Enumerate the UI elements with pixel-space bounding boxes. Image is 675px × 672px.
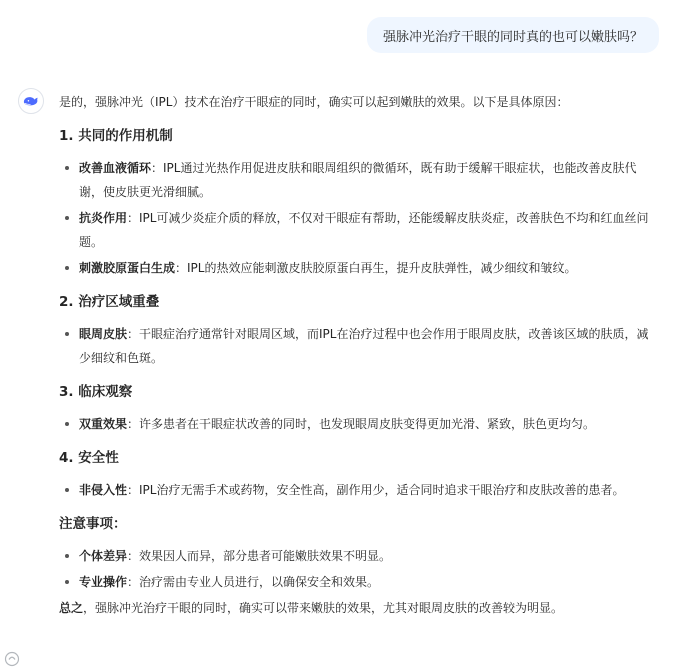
whale-logo-icon bbox=[22, 92, 40, 110]
list-item-text: ：治疗需由专业人员进行，以确保安全和效果。 bbox=[127, 575, 380, 589]
list-item-term: 改善血液循环 bbox=[79, 161, 152, 175]
list-item bbox=[59, 156, 659, 204]
user-message-text: 强脉冲光治疗干眼的同时真的也可以嫩肤吗？ bbox=[382, 29, 643, 45]
list-item bbox=[59, 256, 659, 280]
conclusion-text: ，强脉冲光治疗干眼的同时，确实可以带来嫩肤的效果，尤其对眼周皮肤的改善较为明显。 bbox=[83, 601, 564, 615]
answer-conclusion bbox=[59, 596, 659, 620]
assistant-answer bbox=[59, 90, 659, 620]
list-safety bbox=[59, 478, 659, 502]
list-item-text: ：IPL的热效应能刺激皮肤胶原蛋白再生，提升皮肤弹性，减少细纹和皱纹。 bbox=[175, 261, 577, 275]
list-item-term: 抗炎作用 bbox=[79, 211, 128, 225]
section-heading-safety: 4. 安全性 bbox=[59, 450, 119, 466]
list-item bbox=[59, 478, 659, 502]
list-item bbox=[59, 570, 659, 594]
list-item bbox=[59, 544, 659, 568]
conclusion-term: 总之 bbox=[59, 601, 84, 615]
list-item-term: 刺激胶原蛋白生成 bbox=[79, 261, 176, 275]
assistant-avatar bbox=[18, 88, 44, 114]
list-item bbox=[59, 322, 659, 370]
list-item-term: 非侵入性 bbox=[79, 483, 128, 497]
list-item-text: ：IPL可减少炎症介质的释放，不仅对干眼症有帮助，还能缓解皮肤炎症，改善肤色不均和红血丝问题。 bbox=[79, 211, 649, 249]
watermark bbox=[4, 650, 22, 668]
section-heading-area: 2. 治疗区域重叠 bbox=[59, 294, 160, 310]
list-item-term: 个体差异 bbox=[79, 549, 128, 563]
user-message-bubble bbox=[367, 17, 659, 53]
list-item bbox=[59, 412, 659, 436]
list-item-term: 眼周皮肤 bbox=[79, 327, 128, 341]
list-item-term: 双重效果 bbox=[79, 417, 128, 431]
answer-intro: 是的，强脉冲光（IPL）技术在治疗干眼症的同时，确实可以起到嫩肤的效果。以下是具体原因： bbox=[59, 95, 569, 109]
list-item-text: ：效果因人而异，部分患者可能嫩肤效果不明显。 bbox=[127, 549, 392, 563]
watermark-logo-icon bbox=[4, 651, 22, 667]
list-item-text: ：干眼症治疗通常针对眼周区域，而IPL在治疗过程中也会作用于眼周皮肤，改善该区域的肤质，减少细纹和色斑。 bbox=[79, 327, 649, 365]
list-item-text: ：IPL治疗无需手术或药物，安全性高，副作用少，适合同时追求干眼治疗和皮肤改善的患者。 bbox=[127, 483, 625, 497]
list-item bbox=[59, 206, 659, 254]
list-item-text: ：IPL通过光热作用促进皮肤和眼周组织的微循环，既有助于缓解干眼症状，也能改善皮肤代谢，使皮肤更光滑细腻。 bbox=[79, 161, 637, 199]
section-heading-mechanism: 1. 共同的作用机制 bbox=[59, 128, 173, 144]
list-mechanism bbox=[59, 156, 659, 280]
list-area bbox=[59, 322, 659, 370]
list-clinical bbox=[59, 412, 659, 436]
list-item-text: ：许多患者在干眼症状改善的同时，也发现眼周皮肤变得更加光滑、紧致，肤色更均匀。 bbox=[127, 417, 596, 431]
list-notes bbox=[59, 544, 659, 594]
section-heading-notes: 注意事项： bbox=[59, 516, 127, 532]
list-item-term: 专业操作 bbox=[79, 575, 128, 589]
section-heading-clinical: 3. 临床观察 bbox=[59, 384, 133, 400]
